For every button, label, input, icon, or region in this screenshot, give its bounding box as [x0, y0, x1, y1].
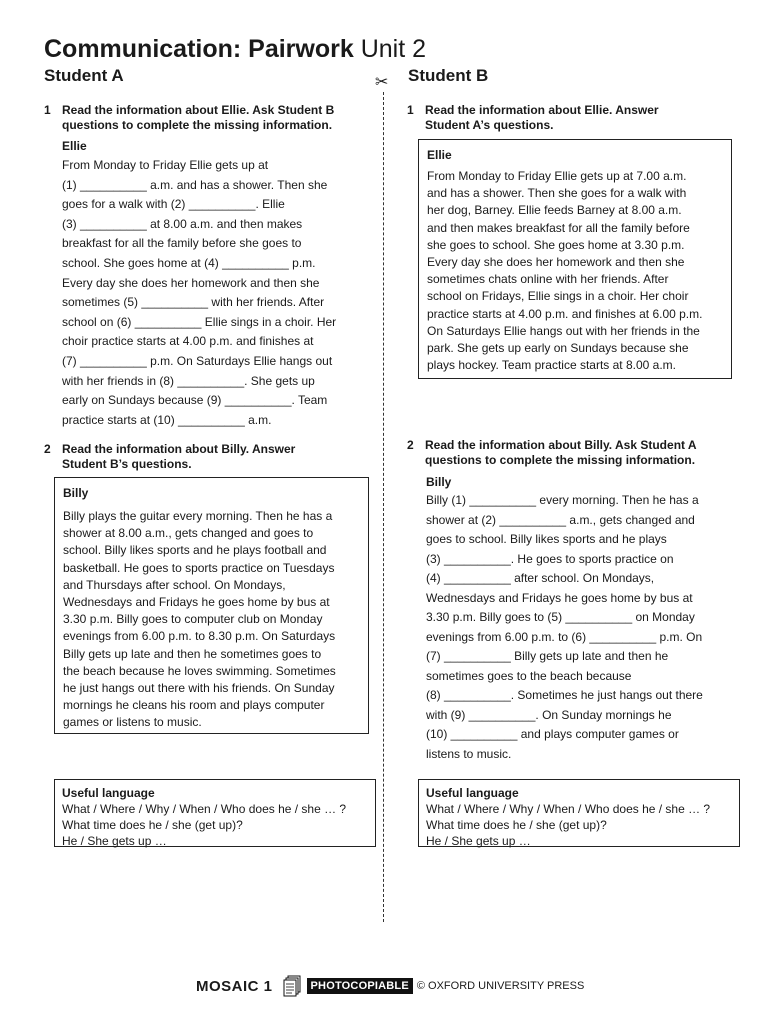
text-line: mornings he cleans his room and plays computer: [63, 698, 325, 713]
text-line: (3) __________. He goes to sports practice on: [426, 551, 674, 566]
ellie-name-label: Ellie: [427, 148, 452, 162]
text-line: basketball. He goes to sports practice on Tuesdays: [63, 560, 335, 575]
student-b-heading: Student B: [408, 66, 489, 85]
text-line: practice starts at 4.00 p.m. and finishes at 6.00 p.m.: [427, 306, 703, 321]
text-line: Every day she does her homework and then she: [427, 255, 685, 270]
text-line: sometimes goes to the beach because: [426, 668, 632, 683]
ellie-gapfill-text: [62, 156, 336, 430]
billy-name-label: Billy: [426, 475, 452, 489]
text-line: Billy (1) __________ every morning. Then he has a: [426, 493, 699, 507]
text-line: (1) __________ a.m. and has a shower. Then she: [62, 177, 328, 192]
text-line: Billy plays the guitar every morning. Then he has a: [63, 509, 333, 523]
task-instruction: [62, 103, 334, 132]
text-line: goes for a walk with (2) __________. Ellie: [62, 197, 285, 212]
text-line: (7) __________ Billy gets up late and then he: [426, 649, 669, 663]
page-title: [44, 34, 426, 64]
student-b-task-1: [407, 103, 737, 133]
instruction-line: questions to complete the missing information.: [62, 117, 333, 132]
text-line: (4) __________ after school. On Mondays,: [426, 571, 655, 585]
useful-language-heading: Useful language: [62, 786, 155, 800]
text-line: school. Billy likes sports and he plays football and: [63, 543, 327, 558]
text-line: school on Fridays, Ellie sings in a choir. Her choir: [427, 289, 689, 304]
billy-name-label: Billy: [63, 486, 89, 500]
text-line: Billy gets up late and then he sometimes goes to: [63, 646, 322, 661]
billy-gapfill-text: [426, 491, 703, 764]
student-a-task-2: [44, 442, 374, 472]
text-line: From Monday to Friday Ellie gets up at: [62, 158, 269, 172]
text-line: sometimes (5) __________ with her friends. After: [62, 295, 325, 310]
text-line: (8) __________. Sometimes he just hangs out there: [426, 688, 703, 702]
task-number: 2: [44, 442, 51, 456]
instruction-line: Student A’s questions.: [425, 117, 554, 132]
text-line: he just hangs out there with his friends. On Sunday: [63, 681, 335, 696]
photocopiable-badge: PHOTOCOPIABLE: [307, 978, 413, 994]
title-unit: Unit 2: [360, 35, 427, 63]
useful-language-line: He / She gets up …: [62, 834, 167, 848]
text-line: Wednesdays and Fridays he goes home by bus at: [426, 590, 693, 605]
text-line: 3.30 p.m. Billy goes to (5) __________ on Monday: [426, 610, 695, 624]
page-footer: [196, 974, 584, 998]
task-instruction: [425, 438, 697, 467]
text-line: school on (6) __________ Ellie sings in a choir. Her: [62, 314, 337, 329]
billy-info-box: [54, 477, 369, 734]
title-main: Communication: Pairwork: [44, 35, 354, 63]
text-line: games or listens to music.: [63, 715, 202, 730]
scissors-icon: ✂: [375, 72, 389, 91]
text-line: and Thursdays after school. On Mondays,: [63, 577, 286, 592]
text-line: practice starts at (10) __________ a.m.: [62, 412, 272, 427]
text-line: (10) __________ and plays computer games or: [426, 727, 679, 741]
instruction-line: Read the information about Billy. Answer: [62, 442, 296, 456]
text-line: her dog, Barney. Ellie feeds Barney at 8.00 a.m.: [427, 203, 682, 218]
student-a-heading: Student A: [44, 66, 124, 85]
text-line: early on Sundays because (9) __________. Team: [62, 393, 328, 408]
ellie-info-text: [427, 168, 702, 374]
instruction-line: Read the information about Ellie. Answer: [425, 103, 659, 117]
text-line: On Saturdays Ellie hangs out with her friends in the: [427, 323, 700, 338]
text-line: Wednesdays and Fridays he goes home by bus at: [63, 595, 330, 610]
text-line: with (9) __________. On Sunday mornings he: [426, 707, 672, 722]
task-instruction: [425, 103, 659, 132]
text-line: park. She gets up early on Sundays because she: [427, 341, 689, 356]
instruction-line: Student B’s questions.: [62, 456, 192, 471]
text-line: plays hockey. Team practice starts at 8.00 a.m.: [427, 358, 676, 373]
text-line: the beach because he loves swimming. Sometimes: [63, 663, 336, 678]
useful-language-line: What time does he / she (get up)?: [426, 818, 607, 832]
useful-language-line: What / Where / Why / When / Who does he / she … ?: [426, 802, 711, 816]
text-line: listens to music.: [426, 746, 512, 761]
task-instruction: [62, 442, 295, 471]
student-b-task-2: [407, 438, 737, 468]
text-line: 3.30 p.m. Billy goes to computer club on Monday: [63, 612, 323, 627]
task-number: 1: [44, 103, 51, 117]
text-line: sometimes chats online with her friends. After: [427, 272, 669, 287]
useful-language-box-a: [54, 779, 376, 847]
ellie-info-box: [418, 139, 732, 379]
instruction-line: questions to complete the missing information.: [425, 452, 696, 467]
text-line: shower at (2) __________ a.m., gets changed and: [426, 512, 695, 527]
text-line: she goes to school. She goes home at 3.30 p.m.: [427, 237, 685, 252]
instruction-line: Read the information about Ellie. Ask Student B: [62, 103, 335, 117]
text-line: evenings from 6.00 p.m. to 8.30 p.m. On Saturdays: [63, 629, 336, 644]
student-a-task-1: [44, 103, 374, 133]
text-line: and has a shower. Then she goes for a walk with: [427, 186, 687, 201]
publisher-label: © OXFORD UNIVERSITY PRESS: [416, 980, 585, 992]
text-line: (3) __________ at 8.00 a.m. and then makes: [62, 216, 303, 231]
photocopy-pages-icon: [283, 975, 301, 997]
text-line: choir practice starts at 4.00 p.m. and finishes at: [62, 334, 314, 349]
instruction-line: Read the information about Billy. Ask Student A: [425, 438, 697, 452]
ellie-name-label: Ellie: [62, 139, 87, 153]
billy-info-text: [63, 508, 336, 732]
useful-language-line: What time does he / she (get up)?: [62, 818, 243, 832]
text-line: shower at 8.00 a.m., gets changed and goes to: [63, 526, 314, 541]
text-line: evenings from 6.00 p.m. to (6) __________ p.m. On: [426, 629, 703, 644]
text-line: and then makes breakfast for all the family before: [427, 220, 690, 235]
text-line: with her friends in (8) __________. She gets up: [62, 373, 315, 388]
text-line: breakfast for all the family before she goes to: [62, 236, 302, 251]
useful-language-box-b: [418, 779, 740, 847]
useful-language-line: What / Where / Why / When / Who does he / she … ?: [62, 802, 347, 816]
text-line: goes to school. Billy likes sports and he plays: [426, 532, 667, 546]
text-line: From Monday to Friday Ellie gets up at 7.00 a.m.: [427, 169, 687, 183]
cut-line-divider: [383, 92, 384, 922]
task-number: 2: [407, 438, 414, 452]
text-line: Every day she does her homework and then she: [62, 275, 320, 290]
task-number: 1: [407, 103, 414, 117]
text-line: (7) __________ p.m. On Saturdays Ellie hangs out: [62, 353, 333, 368]
useful-language-line: He / She gets up …: [426, 834, 531, 848]
brand-label: MOSAIC 1: [196, 977, 273, 995]
text-line: school. She goes home at (4) __________ p.m.: [62, 255, 316, 270]
useful-language-heading: Useful language: [426, 786, 519, 800]
